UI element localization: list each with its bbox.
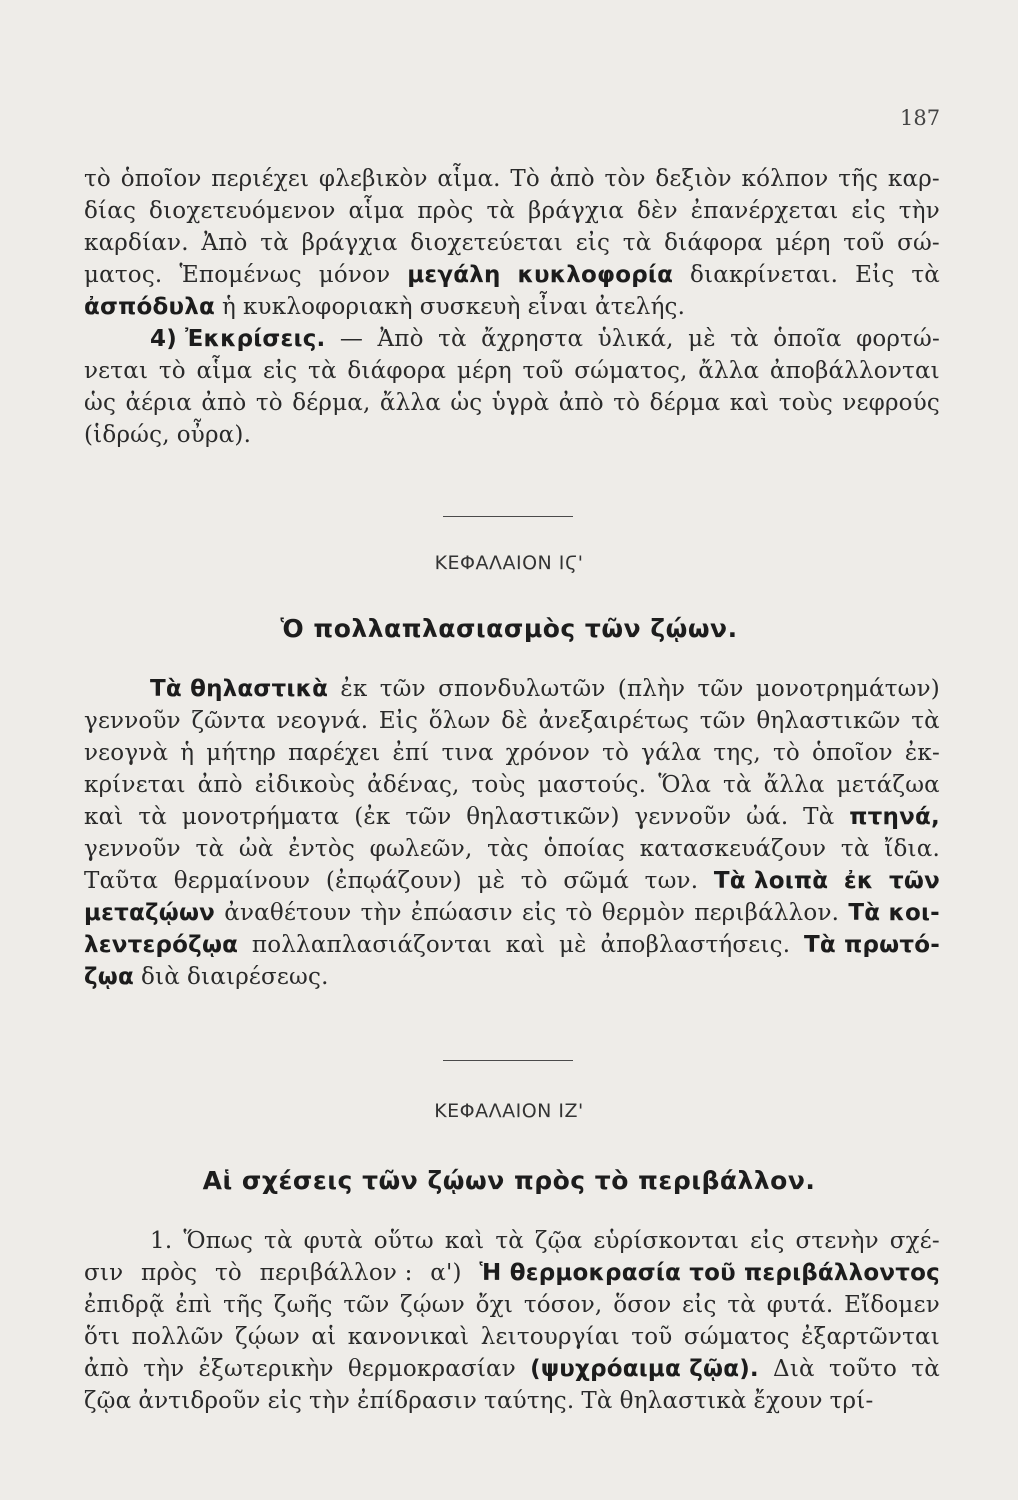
word: τῶν: [697, 676, 744, 702]
word: ὠὰ: [238, 836, 274, 862]
word: τὴν: [309, 1388, 351, 1414]
paragraph-environment: [84, 1225, 940, 1417]
word: δὲ: [501, 708, 528, 734]
bold-term: κυκλοφορία: [517, 262, 674, 288]
word: σπονδυλωτῶν: [438, 676, 606, 702]
word: τὰ: [622, 230, 652, 256]
bold-term: Τὰ λοιπὰ: [713, 868, 829, 894]
word: ἡ: [222, 294, 236, 320]
word: Εἴδομεν: [844, 1292, 940, 1318]
word: τὰ: [438, 326, 467, 352]
text-line: [84, 419, 940, 451]
word: φλεβικὸν: [318, 166, 428, 192]
word: (ἐκ: [354, 804, 391, 830]
word: τρί-: [829, 1388, 874, 1414]
word: μέρη: [456, 358, 512, 384]
word: τὸ: [158, 358, 186, 384]
word: Τὸ: [510, 166, 540, 192]
word: πρὸς: [417, 198, 474, 224]
chapter-16-label: ΚΕΦΑΛΑΙΟΝ ΙϚ': [434, 552, 584, 574]
word: εἰς: [575, 230, 611, 256]
word: Ἀπὸ: [377, 326, 424, 352]
word: εἰς: [750, 1228, 785, 1254]
word: κόλπον: [741, 166, 829, 192]
word: τὸ: [84, 166, 111, 192]
word: φυτὰ: [303, 1228, 363, 1254]
word: μήτηρ: [206, 740, 277, 766]
word: διοχετεύεται: [410, 230, 564, 256]
word: ἐπώασιν: [410, 900, 513, 926]
word: καὶ: [444, 1228, 485, 1254]
chapter-17-label: ΚΕΦΑΛΑΙΟΝ ΙΖ': [434, 1100, 584, 1122]
word: ὁποῖον: [811, 740, 893, 766]
word: ζῴων: [235, 1324, 300, 1350]
page-number: 187: [900, 106, 941, 130]
word: σχέ-: [889, 1228, 940, 1254]
word: ἴδια.: [884, 836, 940, 862]
word: στενὴν: [795, 1228, 879, 1254]
word: τὰ: [195, 836, 225, 862]
word: Εἰς: [855, 262, 895, 288]
word: ὁποῖα: [773, 326, 842, 352]
word: Εἰς: [378, 708, 419, 734]
word: τὸ: [613, 390, 641, 416]
word: μὲ: [477, 868, 506, 894]
word: τῆς: [223, 1292, 264, 1318]
word: ἐντὸς: [288, 836, 355, 862]
word: πρὸς: [141, 1260, 198, 1286]
word: περιβάλλον :: [259, 1260, 413, 1286]
text-line: [84, 737, 940, 769]
word: δεξιὸν: [655, 166, 732, 192]
word: τοῦ: [843, 230, 885, 256]
word: ὅλων: [428, 708, 491, 734]
word: μὲ: [688, 326, 716, 352]
word: νεογνά.: [276, 708, 369, 734]
word: τὰ: [264, 1228, 293, 1254]
word: ὅτι: [84, 1324, 121, 1350]
word: διάφορα: [347, 358, 447, 384]
bold-term: μεγάλη: [407, 262, 501, 288]
word: τῶν: [343, 1292, 390, 1318]
word: ἀπὸ: [84, 1356, 130, 1382]
text-line: [84, 163, 940, 195]
word: ταύτης.: [484, 1388, 575, 1414]
word: φυτά.: [766, 1292, 834, 1318]
word: τοῦ: [631, 1324, 673, 1350]
word: διάφορα: [664, 230, 763, 256]
word: Τὰ: [803, 804, 835, 830]
word: παρέχει: [288, 740, 381, 766]
word: σώματος: [683, 1324, 790, 1350]
word: καρ-: [887, 166, 940, 192]
text-line: [84, 1289, 940, 1321]
word: ἀποβλαστήσεις.: [600, 932, 791, 958]
word: σιν: [84, 1260, 124, 1286]
word: τὰ: [911, 708, 940, 734]
word: κρίνεται: [84, 772, 186, 798]
text-line: [84, 833, 940, 865]
word: βράγχια: [528, 198, 625, 224]
word: θηλαστικῶν: [756, 708, 901, 734]
word: τὰ: [723, 772, 752, 798]
word: συσκευὴ: [419, 294, 521, 320]
bold-term: 4) Ἐκκρίσεις.: [150, 326, 326, 352]
bold-term: μεταζῴων: [84, 900, 216, 926]
word: ἀπὸ: [197, 772, 243, 798]
word: ζῴων: [400, 1292, 465, 1318]
text-line: [84, 259, 940, 291]
word: ζῶντα: [191, 708, 266, 734]
word: τὰ: [495, 1228, 525, 1254]
word: αἱ: [311, 1324, 337, 1350]
text-line: [84, 801, 940, 833]
word: εἰδικοὺς: [254, 772, 356, 798]
word: ἐκ: [340, 676, 368, 702]
word: ὡς: [450, 390, 483, 416]
word: καὶ: [84, 804, 124, 830]
text-line: [84, 387, 940, 419]
word: τόσον,: [523, 1292, 603, 1318]
word: εὑρίσκονται: [593, 1228, 740, 1254]
word: κατασκευάζουν: [639, 836, 827, 862]
bold-term: πτηνά,: [849, 804, 940, 830]
word: των.: [644, 868, 699, 894]
word: τοῦτο: [828, 1356, 898, 1382]
text-line: [84, 227, 940, 259]
word: αἷμα: [196, 358, 253, 384]
word: ὁποῖον: [120, 166, 202, 192]
word: ἀποβάλλονται: [769, 358, 940, 384]
text-line: [84, 865, 940, 897]
text-line: [84, 1385, 940, 1417]
word: α'): [430, 1260, 462, 1286]
word: περιβάλλον.: [694, 900, 840, 926]
bold-term: Τὰ πρωτό-: [803, 932, 940, 958]
word: εἰς: [682, 1292, 717, 1318]
word: μονοτρημάτων): [755, 676, 940, 702]
word: μετάζωα: [836, 772, 940, 798]
text-line: [84, 705, 940, 737]
word: φωλεῶν,: [369, 836, 473, 862]
word: μόνον: [318, 262, 391, 288]
text-line: [84, 1321, 940, 1353]
word: (πλὴν: [617, 676, 686, 702]
word: σώ-: [897, 230, 940, 256]
word: τὰ: [911, 1356, 940, 1382]
word: Ὅπως: [183, 1228, 254, 1254]
word: τῆς: [838, 166, 879, 192]
bold-term: Ἡ θερμοκρασία τοῦ περιβάλλοντος: [479, 1260, 940, 1286]
word: τὸ: [520, 868, 548, 894]
bold-term: Τὰ θηλαστικὰ: [150, 676, 329, 702]
word: τὰ: [260, 230, 289, 256]
word: ἐκ-: [904, 740, 940, 766]
word: δὲν: [636, 198, 678, 224]
word: νεφρούς: [842, 390, 940, 416]
word: Ὅλα: [658, 772, 712, 798]
word: καρδίαν.: [84, 230, 189, 256]
word: δέρμα,: [292, 390, 371, 416]
word: τὰς: [487, 836, 529, 862]
text-line: [84, 323, 940, 355]
word: ἐπὶ: [175, 1292, 213, 1318]
word: θερμαίνουν: [173, 868, 311, 894]
word: τῶν: [379, 676, 426, 702]
paragraph-circulation: [84, 163, 940, 323]
word: ἄχρηστα: [481, 326, 584, 352]
word: εἰς: [262, 358, 298, 384]
text-line: [84, 1225, 940, 1257]
word: μαστούς.: [537, 772, 647, 798]
word: διὰ: [140, 964, 180, 990]
text-line: [84, 961, 940, 993]
word: ματος.: [84, 262, 163, 288]
text-line: [84, 355, 940, 387]
word: θηλαστικὰ: [619, 1388, 747, 1414]
word: —: [339, 326, 364, 352]
paragraph-reproduction: [84, 673, 940, 993]
word: ἐπιδρᾷ: [84, 1292, 165, 1318]
word: τὸ: [214, 1260, 242, 1286]
bold-term: Τὰ κοι-: [848, 900, 940, 926]
word: σῶμά: [563, 868, 630, 894]
word: τὸ: [772, 740, 800, 766]
word: τὸ: [602, 740, 630, 766]
text-line: [84, 897, 940, 929]
word: κυκλοφοριακὴ: [242, 294, 413, 320]
word: Ταῦτα: [84, 868, 159, 894]
word: τὰ: [840, 836, 870, 862]
word: γάλα: [641, 740, 702, 766]
word: της,: [713, 740, 761, 766]
word: τῶν: [699, 708, 746, 734]
word: θερμοκρασίαν: [347, 1356, 516, 1382]
bold-term: ἐκ: [843, 868, 874, 894]
word: θερμὸν: [601, 900, 686, 926]
word: τὰ: [138, 804, 167, 830]
word: Ἀπὸ: [201, 230, 248, 256]
text-line: [84, 1353, 940, 1385]
word: ὠά.: [746, 804, 789, 830]
word: ἐξωτερικὴν: [198, 1356, 334, 1382]
word: τὰ: [486, 198, 516, 224]
word: ἀτελής.: [595, 294, 686, 320]
word: ὁποίας: [543, 836, 626, 862]
word: (ἱδρώς,: [84, 422, 170, 448]
word: εἰς: [267, 1388, 303, 1414]
word: τοὺς: [778, 390, 833, 416]
word: ζῷα: [534, 1228, 583, 1254]
paragraph-excretion: [84, 323, 940, 451]
bold-term: ἀσπόδυλα: [84, 294, 215, 320]
word: τὴν: [898, 198, 940, 224]
word: καὶ: [505, 932, 546, 958]
word: κανονικαὶ: [347, 1324, 470, 1350]
bold-term: λεντερόζῳα: [84, 932, 239, 958]
word: ὅσον: [613, 1292, 672, 1318]
word: νεογνὰ: [84, 740, 169, 766]
word: γεννοῦν: [84, 836, 181, 862]
section-divider-1: [443, 516, 573, 517]
word: τὸ: [255, 390, 283, 416]
bold-term: τῶν: [889, 868, 940, 894]
word: εἶναι: [527, 294, 589, 320]
word: οὕτω: [373, 1228, 434, 1254]
word: τὰ: [730, 326, 759, 352]
word: καὶ: [729, 390, 770, 416]
word: τῶν: [405, 804, 452, 830]
word: ἀέρια: [125, 390, 192, 416]
word: χρόνον: [505, 740, 591, 766]
word: δίας: [84, 198, 137, 224]
word: ὡς: [84, 390, 117, 416]
word: τὰ: [911, 262, 940, 288]
word: διακρίνεται.: [690, 262, 839, 288]
word: ἐξαρτῶνται: [801, 1324, 940, 1350]
word: πολλῶν: [131, 1324, 224, 1350]
word: βράγχια: [301, 230, 398, 256]
word: διοχετευόμενον: [149, 198, 336, 224]
word: τὸ: [565, 900, 593, 926]
word: γεννοῦν: [634, 804, 732, 830]
word: τὴν: [143, 1356, 185, 1382]
word: τὴν: [360, 900, 402, 926]
word: ὄχι: [475, 1292, 514, 1318]
text-line: [84, 769, 940, 801]
word: ἡ: [180, 740, 195, 766]
text-line: [84, 929, 940, 961]
word: Διὰ: [773, 1356, 815, 1382]
word: ζωῆς: [273, 1292, 333, 1318]
word: διαιρέσεως.: [186, 964, 329, 990]
word: ἐπίδρασιν: [357, 1388, 478, 1414]
word: ἀναθέτουν: [224, 900, 352, 926]
word: εἰς: [521, 900, 557, 926]
word: δέρμα: [649, 390, 721, 416]
word: ἀπὸ: [201, 390, 247, 416]
word: Ἑπομένως: [179, 262, 302, 288]
word: τὰ: [727, 1292, 756, 1318]
word: ἔχουν: [753, 1388, 823, 1414]
bold-term: (ψυχρόαιμα ζῷα).: [530, 1356, 759, 1382]
word: ἐπί: [392, 740, 430, 766]
word: ὑλικά,: [597, 326, 674, 352]
chapter-17-title: Αἱ σχέσεις τῶν ζῴων πρὸς τὸ περιβάλλον.: [202, 1166, 816, 1195]
word: οὖρα).: [176, 422, 252, 448]
word: ζῷα: [84, 1388, 132, 1414]
word: μέρη: [775, 230, 831, 256]
word: ὑγρὰ: [491, 390, 550, 416]
chapter-16-title: Ὁ πολλαπλασιασμὸς τῶν ζῴων.: [280, 614, 738, 643]
word: τοῦ: [522, 358, 564, 384]
word: ἄλλα: [763, 772, 825, 798]
word: ἀνεξαιρέτως: [538, 708, 690, 734]
word: νεται: [84, 358, 149, 384]
word: πολλαπλασιάζονται: [251, 932, 492, 958]
word: θηλαστικῶν): [466, 804, 620, 830]
word: αἷμα: [348, 198, 405, 224]
bold-term: ζῳα: [84, 964, 134, 990]
text-line: [84, 673, 940, 705]
word: ἀπὸ: [549, 166, 595, 192]
word: 1.: [150, 1228, 173, 1254]
word: σώματος,: [574, 358, 688, 384]
word: ἀντιδροῦν: [138, 1388, 261, 1414]
word: ἐπανέρχεται: [690, 198, 839, 224]
word: φορτώ-: [856, 326, 940, 352]
word: γεννοῦν: [84, 708, 181, 734]
text-line: [84, 1257, 940, 1289]
word: τὸν: [604, 166, 646, 192]
word: ἄλλα: [379, 390, 441, 416]
word: ἀδένας,: [367, 772, 460, 798]
word: εἰς: [851, 198, 886, 224]
word: τινα: [441, 740, 494, 766]
word: (ἐπῳάζουν): [325, 868, 462, 894]
word: λειτουργίαι: [480, 1324, 620, 1350]
section-divider-2: [443, 1060, 573, 1061]
word: μὲ: [559, 932, 587, 958]
word: αἷμα.: [437, 166, 501, 192]
word: μονοτρήματα: [181, 804, 340, 830]
word: ἀπὸ: [558, 390, 604, 416]
word: τὰ: [308, 358, 337, 384]
word: ἄλλα: [698, 358, 760, 384]
word: τοὺς: [471, 772, 526, 798]
word: Τὰ: [581, 1388, 613, 1414]
word: περιέχει: [211, 166, 310, 192]
text-line: [84, 291, 940, 323]
text-line: [84, 195, 940, 227]
